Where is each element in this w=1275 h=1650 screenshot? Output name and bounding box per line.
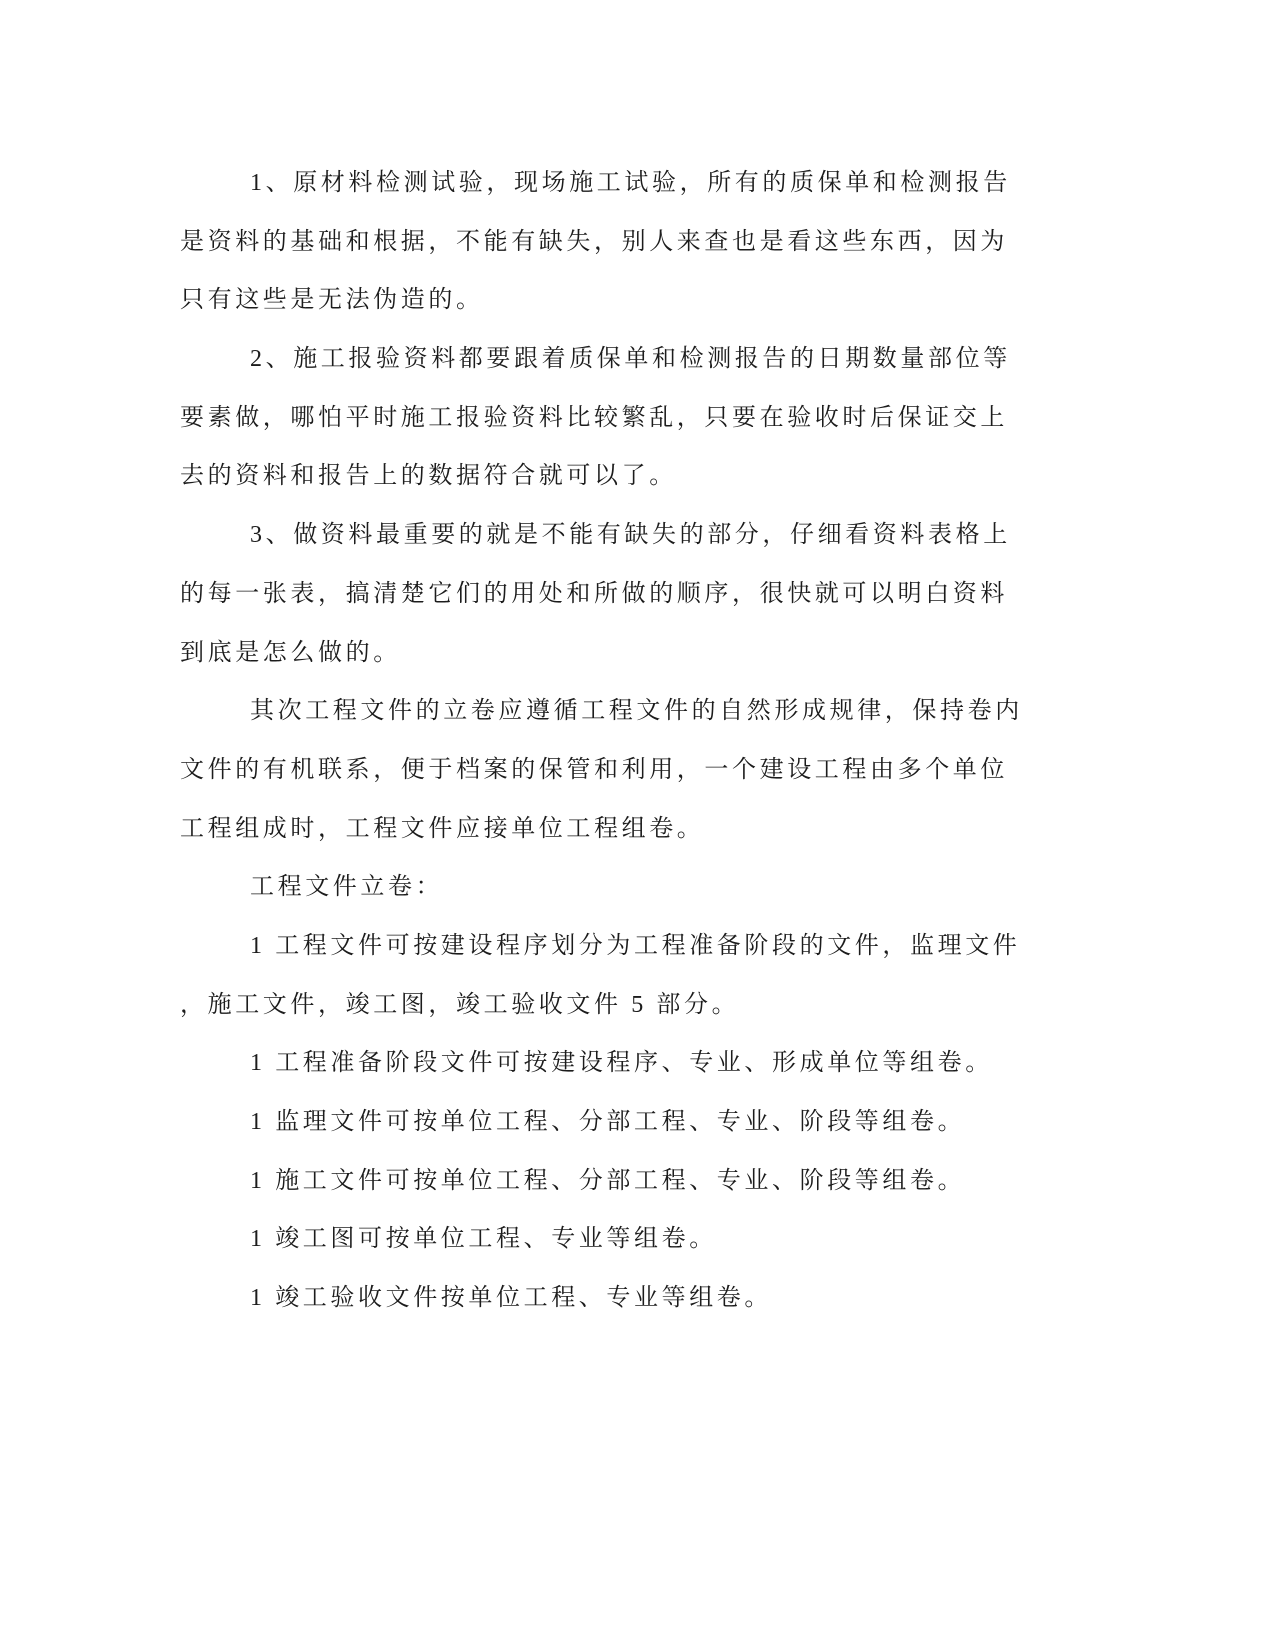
text-line: 1 工程文件可按建设程序划分为工程准备阶段的文件，监理文件 — [250, 932, 1021, 959]
list-item-construction-files — [180, 1152, 1180, 1211]
text-line: 1 工程准备阶段文件可按建设程序、专业、形成单位等组卷。 — [250, 1050, 993, 1077]
text-line: 是资料的基础和根据，不能有缺失，别人来查也是看这些东西，因为 — [180, 228, 1008, 255]
paragraph-inspection-materials — [180, 330, 1180, 506]
text-line: 只有这些是无法伪造的。 — [180, 287, 484, 314]
text-line: 1 施工文件可按单位工程、分部工程、专业、阶段等组卷。 — [250, 1167, 966, 1194]
text-line: 3、做资料最重要的就是不能有缺失的部分，仔细看资料表格上 — [250, 522, 1011, 549]
list-item-supervision-files — [180, 1093, 1180, 1152]
list-item-construction-stages — [180, 917, 1180, 1034]
paragraph-no-missing-parts — [180, 506, 1180, 682]
text-line: 工程文件立卷： — [250, 874, 444, 901]
document-body — [180, 154, 1180, 1328]
text-line: 文件的有机联系，便于档案的保管和利用，一个建设工程由多个单位 — [180, 756, 1008, 783]
paragraph-filing-principles — [180, 682, 1180, 858]
text-line: 去的资料和报告上的数据符合就可以了。 — [180, 463, 677, 490]
text-line: ，施工文件，竣工图，竣工验收文件 5 部分。 — [180, 991, 740, 1018]
list-item-preparation-stage — [180, 1034, 1180, 1093]
text-line: 1 竣工图可按单位工程、专业等组卷。 — [250, 1226, 717, 1253]
text-line: 1 竣工验收文件按单位工程、专业等组卷。 — [250, 1285, 772, 1312]
text-line: 的每一张表，搞清楚它们的用处和所做的顺序，很快就可以明白资料 — [180, 580, 1008, 607]
list-item-as-built-drawings — [180, 1210, 1180, 1269]
text-line: 其次工程文件的立卷应遵循工程文件的自然形成规律，保持卷内 — [250, 698, 1023, 725]
text-line: 要素做，哪怕平时施工报验资料比较繁乱，只要在验收时后保证交上 — [180, 404, 1008, 431]
text-line: 1、原材料检测试验，现场施工试验，所有的质保单和检测报告 — [250, 170, 1011, 196]
list-item-acceptance-files — [180, 1269, 1180, 1328]
text-line: 2、施工报验资料都要跟着质保单和检测报告的日期数量部位等 — [250, 346, 1011, 373]
paragraph-raw-material-testing — [180, 154, 1180, 330]
text-line: 工程组成时，工程文件应接单位工程组卷。 — [180, 815, 705, 842]
text-line: 到底是怎么做的。 — [180, 639, 401, 666]
section-heading-filing — [180, 858, 1180, 917]
text-line: 1 监理文件可按单位工程、分部工程、专业、阶段等组卷。 — [250, 1109, 966, 1135]
